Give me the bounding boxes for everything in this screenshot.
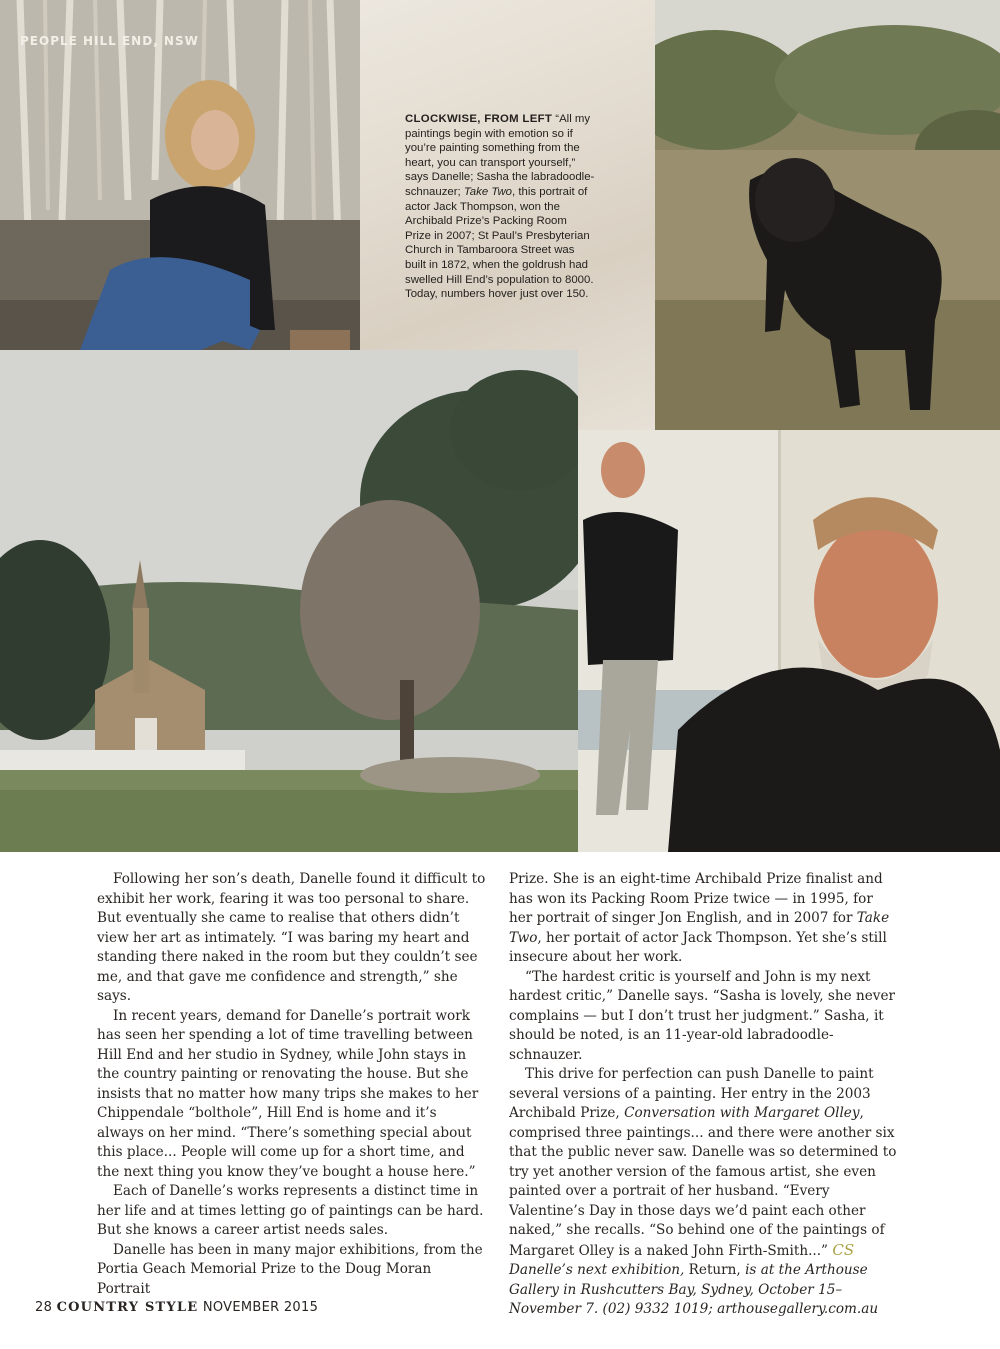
artwork-title: Take Two: [509, 910, 890, 946]
photo-dog-sasha: [655, 0, 1000, 430]
body-text: , comprised three paintings... and there were another six that the public never saw. Danelle was so determined to try yet another version of the famous artist, she even painted over a portrait of her husband. “Every Valentine’s Day in those days we’d paint each other naked,” she recalls. “So behind one of the paintings of Margaret Olley is a naked John Firth-Smith...”: [509, 1105, 897, 1259]
magazine-name: COUNTRY STYLE: [56, 1300, 199, 1315]
page-number: 28: [35, 1300, 53, 1315]
page-footer: [35, 1300, 318, 1315]
author-signoff: CS: [832, 1240, 855, 1259]
photo-church: [0, 350, 578, 852]
body-paragraph: “The hardest critic is yourself and John is my next hardest critic,” Danelle says. “Sasha is lovely, she never complains — but I don’t trust her judgment.” Sasha, it should be noted, is an 11-year-old labradoodle-schnauzer.: [509, 968, 895, 1063]
body-paragraph: Each of Danelle’s works represents a distinct time in her life and at times letting go of paintings can be hard. But she knows a career artist needs sales.: [97, 1183, 484, 1238]
body-paragraph: In recent years, demand for Danelle’s portrait work has seen her spending a lot of time travelling between Hill End and her studio in Sydney, while John stays in the country painting or renovating the house. But she insists that no matter how many trips she makes to her Chippendale “bolthole”, Hill End is home and it’s always on her mind. “There’s something special about this place... People will come up for a short time, and the next thing you know they’ve bought a house here.”: [97, 1007, 479, 1180]
body-paragraph: [509, 870, 899, 968]
caption-title: Take Two: [463, 185, 513, 198]
body-text: This drive for perfection can push Danelle to paint several versions of a painting. Her entry in the 2003 Archibald Prize,: [509, 1066, 874, 1121]
caption-lead: CLOCKWISE, FROM LEFT: [405, 113, 553, 125]
caption-text-2: , this portrait of actor Jack Thompson, won the Archibald Prize’s Packing Room Prize in 2007; St Paul’s Presbyterian Church in Tambaroora Street was built in 1872, when the goldrush had swelled Hill End’s population to 8000. Today, numbers hover just over 150.: [405, 185, 594, 301]
exhibition-title: Return,: [688, 1262, 741, 1278]
body-column-right: [509, 870, 899, 1320]
body-text: , her portait of actor Jack Thompson. Yet she’s still insecure about her work.: [509, 929, 887, 965]
artwork-title: Conversation with Margaret Olley: [624, 1105, 860, 1121]
photo-caption: [405, 112, 595, 302]
body-paragraph: Danelle has been in many major exhibitions, from the Portia Geach Memorial Prize to the Doug Moran Portrait: [97, 1241, 483, 1297]
painting-take-two: [578, 430, 1000, 852]
body-paragraph: Following her son’s death, Danelle found it difficult to exhibit her work, fearing it was too personal to share. But eventually she came to realise that others didn’t view her art as intimately. “I was baring my heart and standing there naked in the room but they couldn’t see me, and that gave me confidence and strength,” she says.: [97, 871, 486, 1004]
body-text: Danelle’s next exhibition,: [509, 1262, 689, 1278]
exhibition-info: [509, 1261, 899, 1320]
body-paragraph: [509, 1065, 899, 1261]
issue-date: NOVEMBER 2015: [202, 1300, 319, 1315]
body-column-left: [97, 870, 487, 1299]
body-text: Prize. She is an eight-time Archibald Prize finalist and has won its Packing Room Prize twice — in 1995, for her portrait of singer Jon English, and in 2007 for: [509, 871, 883, 926]
section-kicker: PEOPLE HILL END, NSW: [20, 34, 199, 48]
body-text: is at the Arthouse Gallery in Rushcutters Bay, Sydney, October 15–November 7. (02) 9332 1019; arthousegallery.com.au: [509, 1262, 879, 1317]
caption-text-1: “All my paintings begin with emotion so if you’re painting something from the heart, you can transport yourself,” says Danelle; Sasha the labradoodle-schnauzer;: [405, 113, 595, 198]
